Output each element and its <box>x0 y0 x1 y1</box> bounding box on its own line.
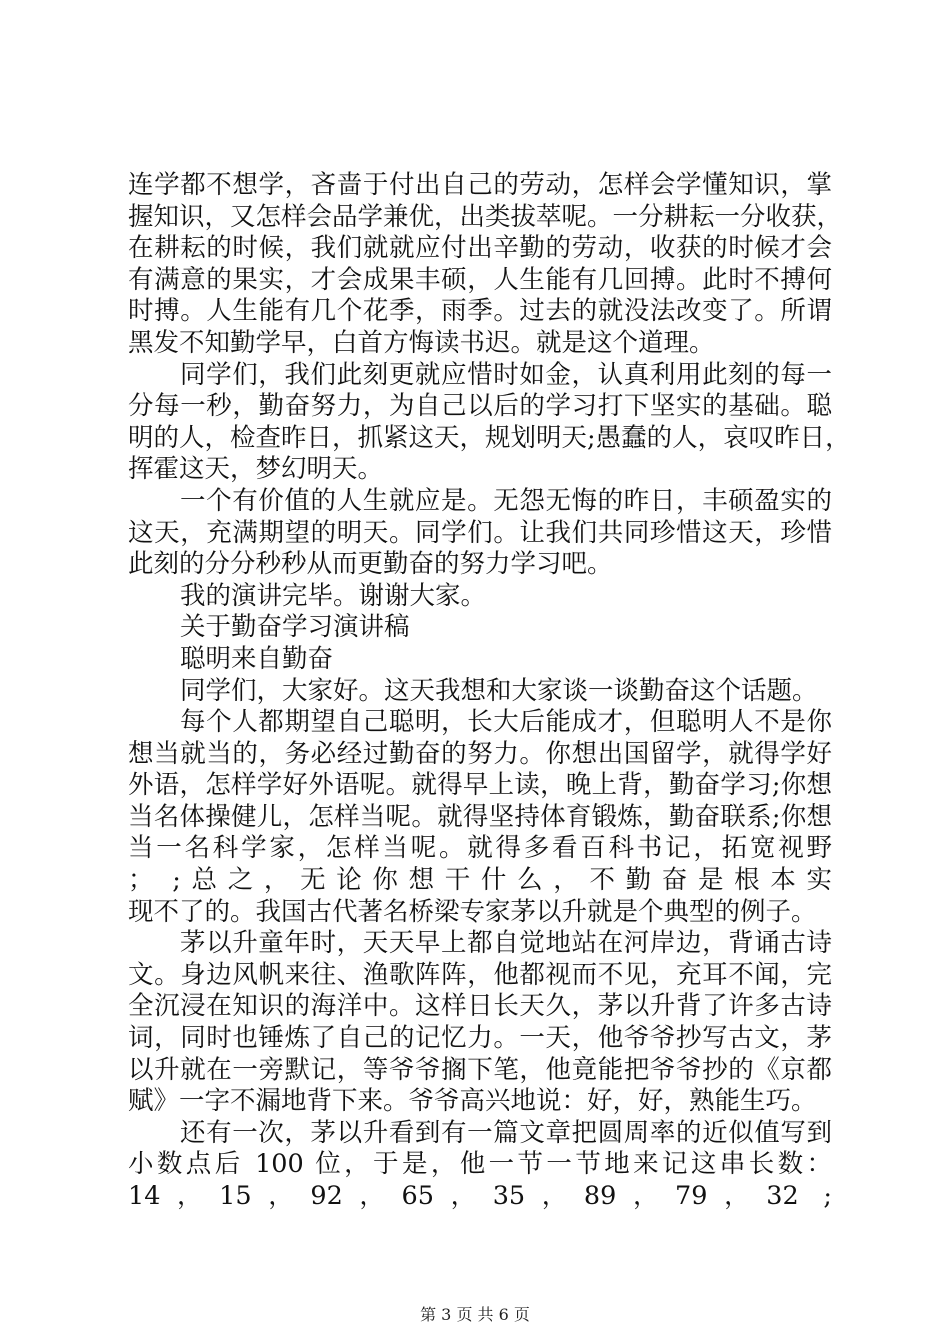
text-line: 同学们，我们此刻更就应惜时如金，认真利用此刻的每一 <box>180 359 832 390</box>
text-line: 挥霍这天，梦幻明天。 <box>128 454 384 485</box>
text-line: 以升就在一旁默记，等爷爷搁下笔，他竟能把爷爷抄的《京都 <box>128 1054 832 1085</box>
text-line: 这天，充满期望的明天。同学们。让我们共同珍惜这天，珍惜 <box>128 517 832 548</box>
text-line: 小数点后 100 位，于是，他一节一节地来记这串长数： <box>128 1149 832 1180</box>
text-line: 现不了的。我国古代著名桥梁专家茅以升就是个典型的例子。 <box>128 896 817 927</box>
text-line: 当一名科学家，怎样当呢。就得多看百科书记，拓宽视野 <box>128 833 832 864</box>
text-line: 还有一次，茅以升看到有一篇文章把圆周率的近似值写到 <box>180 1117 832 1148</box>
text-line: 当名体操健儿，怎样当呢。就得坚持体育锻炼，勤奋联系;你想 <box>128 801 832 832</box>
text-line: 连学都不想学，吝啬于付出自己的劳动，怎样会学懂知识，掌 <box>128 170 832 200</box>
text-line: 赋》一字不漏地背下来。爷爷高兴地说：好，好，熟能生巧。 <box>128 1086 817 1117</box>
text-line: 每个人都期望自己聪明，长大后能成才，但聪明人不是你 <box>180 707 832 738</box>
page-number-footer: 第 3 页 共 6 页 <box>420 1305 530 1324</box>
text-line: 此刻的分分秒秒从而更勤奋的努力学习吧。 <box>128 549 613 580</box>
text-line: ； ;总之，无论你想干什么，不勤奋是根本实 <box>128 865 832 896</box>
text-line: 一个有价值的人生就应是。无怨无悔的昨日，丰硕盈实的 <box>180 485 832 516</box>
text-line: 时搏。人生能有几个花季，雨季。过去的就没法改变了。所谓 <box>128 296 832 327</box>
text-line: 明的人，检查昨日，抓紧这天，规划明天;愚蠢的人，哀叹昨日， <box>128 422 851 453</box>
text-line: 黑发不知勤学早，白首方悔读书迟。就是这个道理。 <box>128 327 715 358</box>
text-line: 握知识，又怎样会品学兼优，出类拔萃呢。一分耕耘一分收获， <box>128 201 843 232</box>
text-line: 外语，怎样学好外语呢。就得早上读，晚上背，勤奋学习;你想 <box>128 770 832 801</box>
document-body <box>128 170 851 1213</box>
text-line: 有满意的果实，才会成果丰硕，人生能有几回搏。此时不搏何 <box>128 264 832 295</box>
text-line: 文。身边风帆来往、渔歌阵阵，他都视而不见，充耳不闻，完 <box>128 959 832 990</box>
text-line: 在耕耘的时候，我们就就应付出辛勤的劳动，收获的时候才会 <box>128 233 832 264</box>
text-line: 聪明来自勤奋 <box>180 643 334 674</box>
text-line: 茅以升童年时，天天早上都自觉地站在河岸边，背诵古诗 <box>180 928 832 959</box>
text-line: 我的演讲完毕。谢谢大家。 <box>180 580 487 611</box>
text-line: 想当就当的，务必经过勤奋的努力。你想出国留学，就得学好 <box>128 738 832 769</box>
text-line: 同学们，大家好。这天我想和大家谈一谈勤奋这个话题。 <box>180 675 818 706</box>
text-line: 14，15，92，65，35，89，79，32 ; <box>128 1181 832 1211</box>
text-line: 关于勤奋学习演讲稿 <box>180 612 410 643</box>
text-line: 词，同时也锤炼了自己的记忆力。一天，他爷爷抄写古文，茅 <box>128 1023 832 1054</box>
text-line: 分每一秒，勤奋努力，为自己以后的学习打下坚实的基础。聪 <box>128 391 832 422</box>
text-line: 全沉浸在知识的海洋中。这样日长天久，茅以升背了许多古诗 <box>128 991 832 1022</box>
